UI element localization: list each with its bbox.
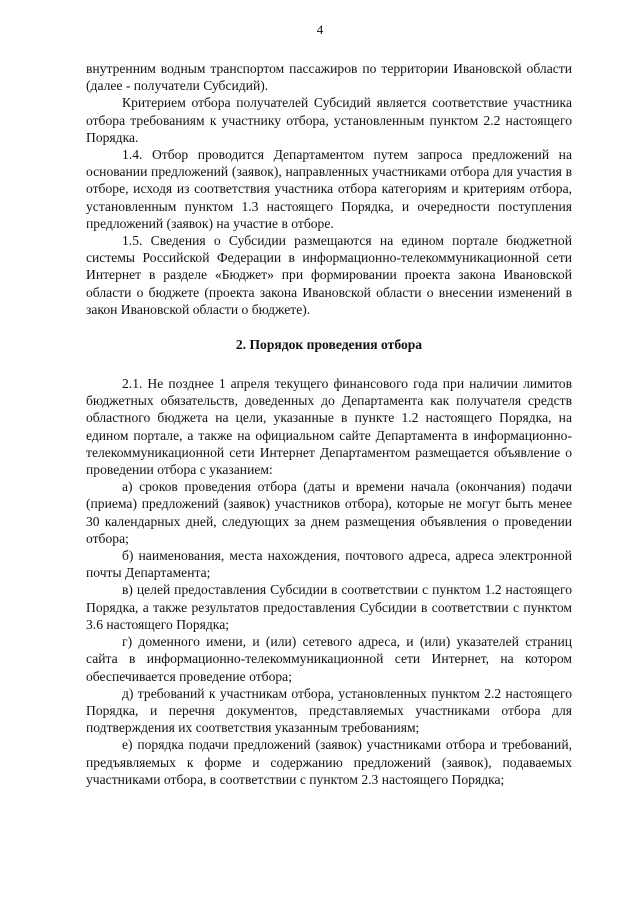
document-body bbox=[86, 60, 572, 788]
paragraph: б) наименования, места нахождения, почтового адреса, адреса электронной почты Департамента; bbox=[86, 548, 572, 581]
paragraph: внутренним водным транспортом пассажиров по территории Ивановской области (далее - получатели Субсидий). bbox=[86, 61, 572, 94]
section-heading: 2. Порядок проведения отбора bbox=[235, 337, 423, 353]
paragraph: Критерием отбора получателей Субсидий является соответствие участника отбора требованиям к участнику отбора, установленным пунктом 2.2 настоящего Порядка. bbox=[86, 95, 572, 145]
paragraph: г) доменного имени, и (или) сетевого адреса, и (или) указателей страниц сайта в информационно-телекоммуникационной сети Интернет, на котором обеспечивается проведение отбора; bbox=[86, 634, 572, 684]
paragraph: е) порядка подачи предложений (заявок) участниками отбора и требований, предъявляемых к форме и содержанию предложений (заявок), подаваемых участниками отбора, в соответствии с пунктом 2.3 настоящего Порядка; bbox=[86, 737, 572, 787]
paragraphs-after-heading bbox=[86, 375, 572, 788]
paragraph: 2.1. Не позднее 1 апреля текущего финансового года при наличии лимитов бюджетных обязательств, доведенных до Департамента как получателя средств областного бюджета на цели, указанные в пункте 1.2 настоящего Порядка, на едином портале, а также на официальном сайте Департамента в информационно-телекоммуникационной сети Интернет Департаментом размещается объявление о проведении отбора с указанием: bbox=[86, 376, 572, 478]
paragraph: д) требований к участникам отбора, установленных пунктом 2.2 настоящего Порядка, и перечня документов, представляемых участниками отбора для подтверждения их соответствия указанным требованиям; bbox=[86, 685, 572, 736]
paragraph: в) целей предоставления Субсидии в соответствии с пунктом 1.2 настоящего Порядка, а также результатов предоставления Субсидии в соответствии с пунктом 3.6 настоящего Порядка; bbox=[86, 582, 572, 632]
page-number: 4 bbox=[316, 22, 324, 37]
paragraph: а) сроков проведения отбора (даты и времени начала (окончания) подачи (приема) предложений (заявок) участников отбора), которые не могут быть менее 30 календарных дней, следующих за днем размещения объявления о проведении отбора; bbox=[86, 479, 572, 546]
paragraph: 1.5. Сведения о Субсидии размещаются на едином портале бюджетной системы Российской Федерации в информационно-телекоммуникационной сети Интернет в разделе «Бюджет» при формировании проекта закона Ивановской области о бюджете (проекта закона Ивановской области о внесении изменений в закон Ивановской области о бюджете). bbox=[86, 233, 572, 317]
paragraph: 1.4. Отбор проводится Департаментом путем запроса предложений на основании предложений (заявок), направленных участниками отбора для участия в отборе, исходя из соответствия участника отбора категориям и критериям отбора, установленным пунктом 1.3 настоящего Порядка, и очередности поступления предложений (заявок) на участие в отборе. bbox=[86, 147, 572, 231]
paragraphs-before-heading bbox=[86, 60, 572, 318]
